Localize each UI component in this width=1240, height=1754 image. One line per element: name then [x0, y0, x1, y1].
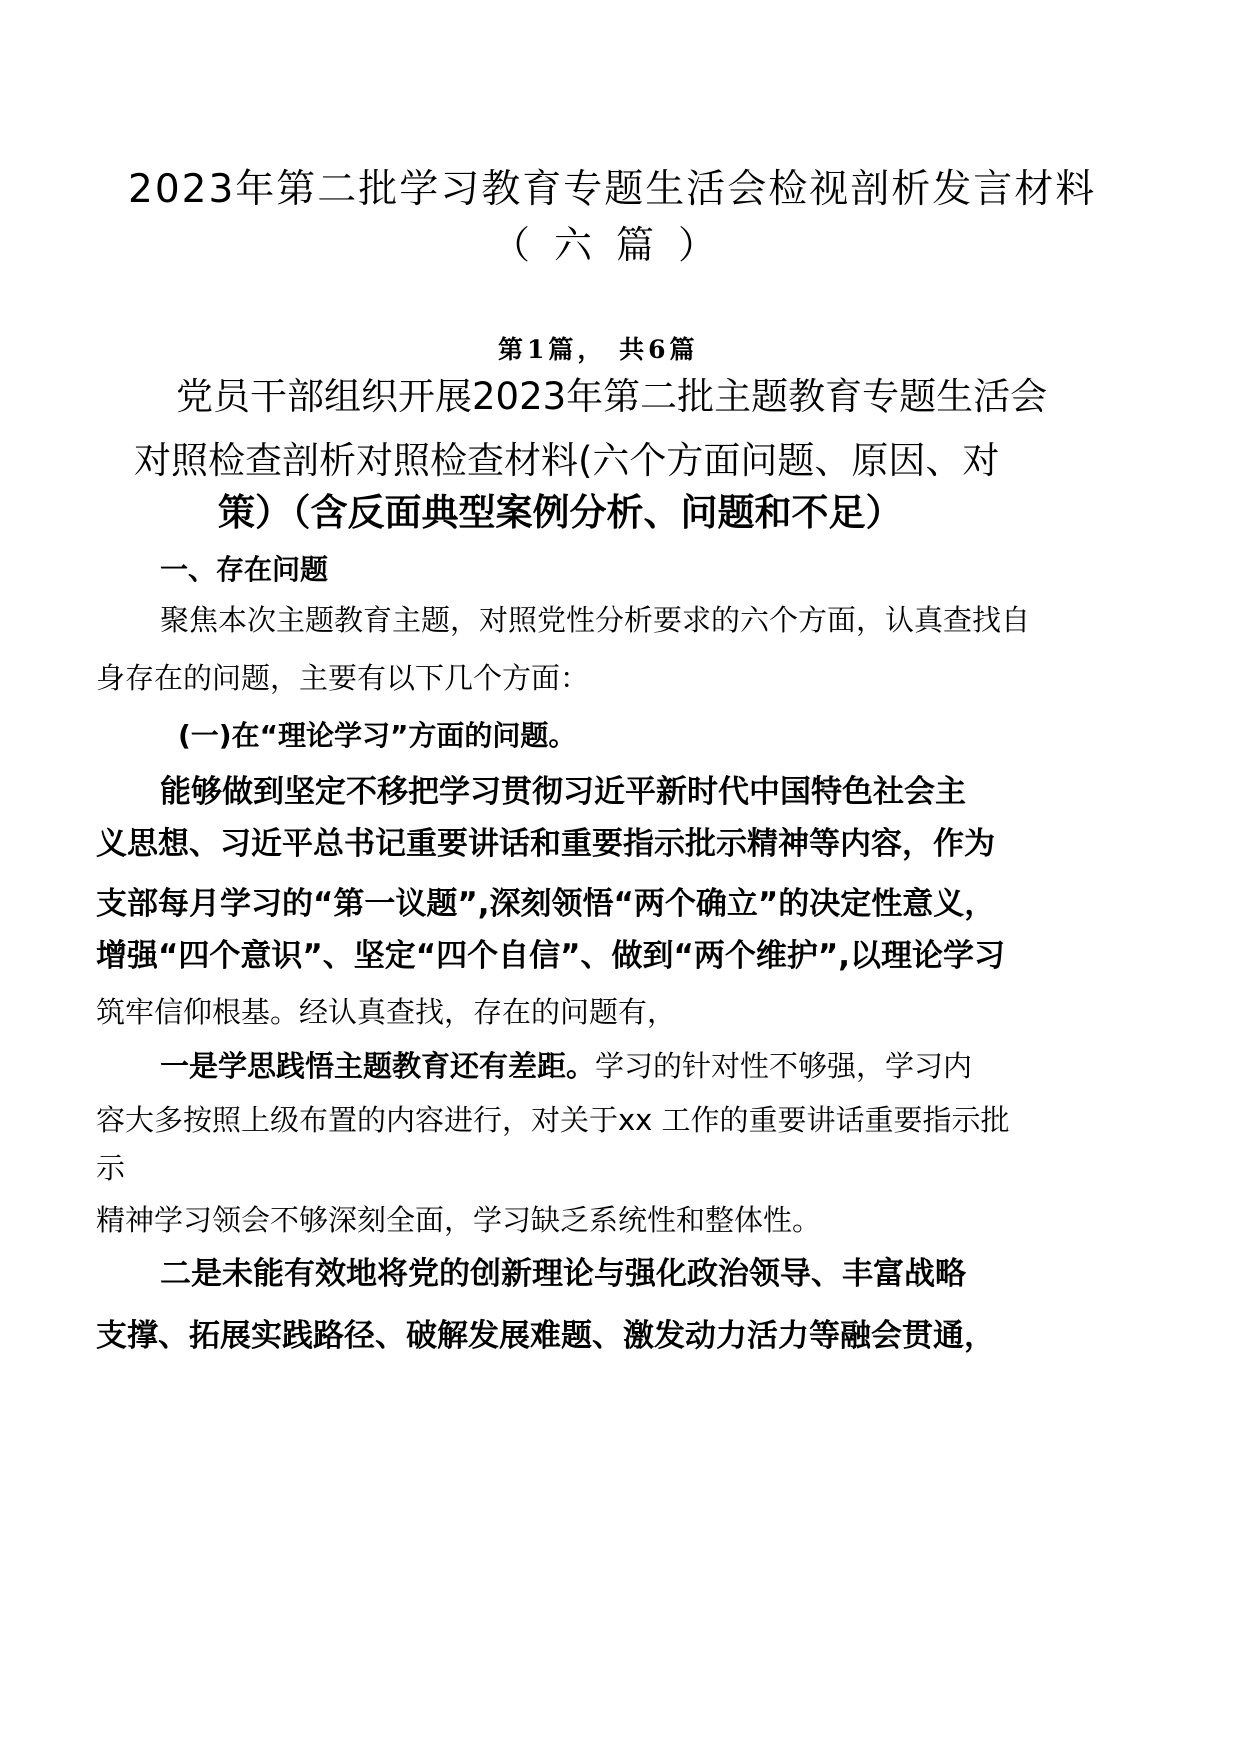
- section-heading-problems: 一、存在问题: [160, 553, 329, 586]
- subsection-heading-theory: (一)在“理论学习”方面的问题。: [178, 719, 577, 752]
- point1-line-4: 精神学习领会不够深刻全面，学习缺乏系统性和整体性。: [96, 1203, 822, 1237]
- bold-para-line-1: 能够做到坚定不移把学习贯彻习近平新时代中国特色社会主: [160, 774, 966, 810]
- bold-para-line-4: 增强“四个意识”、坚定“四个自信”、做到“两个维护”,以理论学习: [96, 938, 1006, 974]
- point1-lead: 一是学思践悟主题教育还有差距。: [160, 1049, 596, 1083]
- bold-para-line-3: 支部每月学习的“第一议题”,深刻领悟“两个确立”的决定性意义，: [96, 886, 996, 922]
- article-title-line-2: 对照检查剖析对照检查材料(六个方面问题、原因、对: [134, 439, 1000, 482]
- intro-line-1: 聚焦本次主题教育主题，对照党性分析要求的六个方面，认真查找自: [160, 603, 1031, 637]
- intro-line-2: 身存在的问题，主要有以下几个方面：: [96, 661, 590, 695]
- point2-line-2: 支撑、拓展实践路径、破解发展难题、激发动力活力等融会贯通，: [96, 1318, 995, 1354]
- para1-tail: 筑牢信仰根基。经认真查找，存在的问题有，: [96, 995, 677, 1029]
- point1-line-3: 示: [96, 1151, 126, 1185]
- document-subtitle: （六篇）: [492, 223, 741, 267]
- point2-line-1: 二是未能有效地将党的创新理论与强化政治领导、丰富战略: [160, 1256, 966, 1292]
- point1-line-2: 容大多按照上级布置的内容进行，对关于xx 工作的重要讲话重要指示批: [96, 1103, 1010, 1137]
- article-counter: 第1篇， 共6篇: [498, 335, 699, 364]
- point1-rest: 学习的针对性不够强，学习内: [595, 1049, 973, 1083]
- point1-line-1: [160, 1044, 972, 1085]
- document-title: 2023年第二批学习教育专题生活会检视剖析发言材料: [128, 167, 1097, 212]
- bold-para-line-2: 义思想、习近平总书记重要讲话和重要指示批示精神等内容，作为: [96, 826, 995, 862]
- article-title-line-1: 党员干部组织开展2023年第二批主题教育专题生活会: [176, 375, 1048, 418]
- article-title-line-3: 策）（含反面典型案例分析、问题和不足）: [218, 491, 903, 534]
